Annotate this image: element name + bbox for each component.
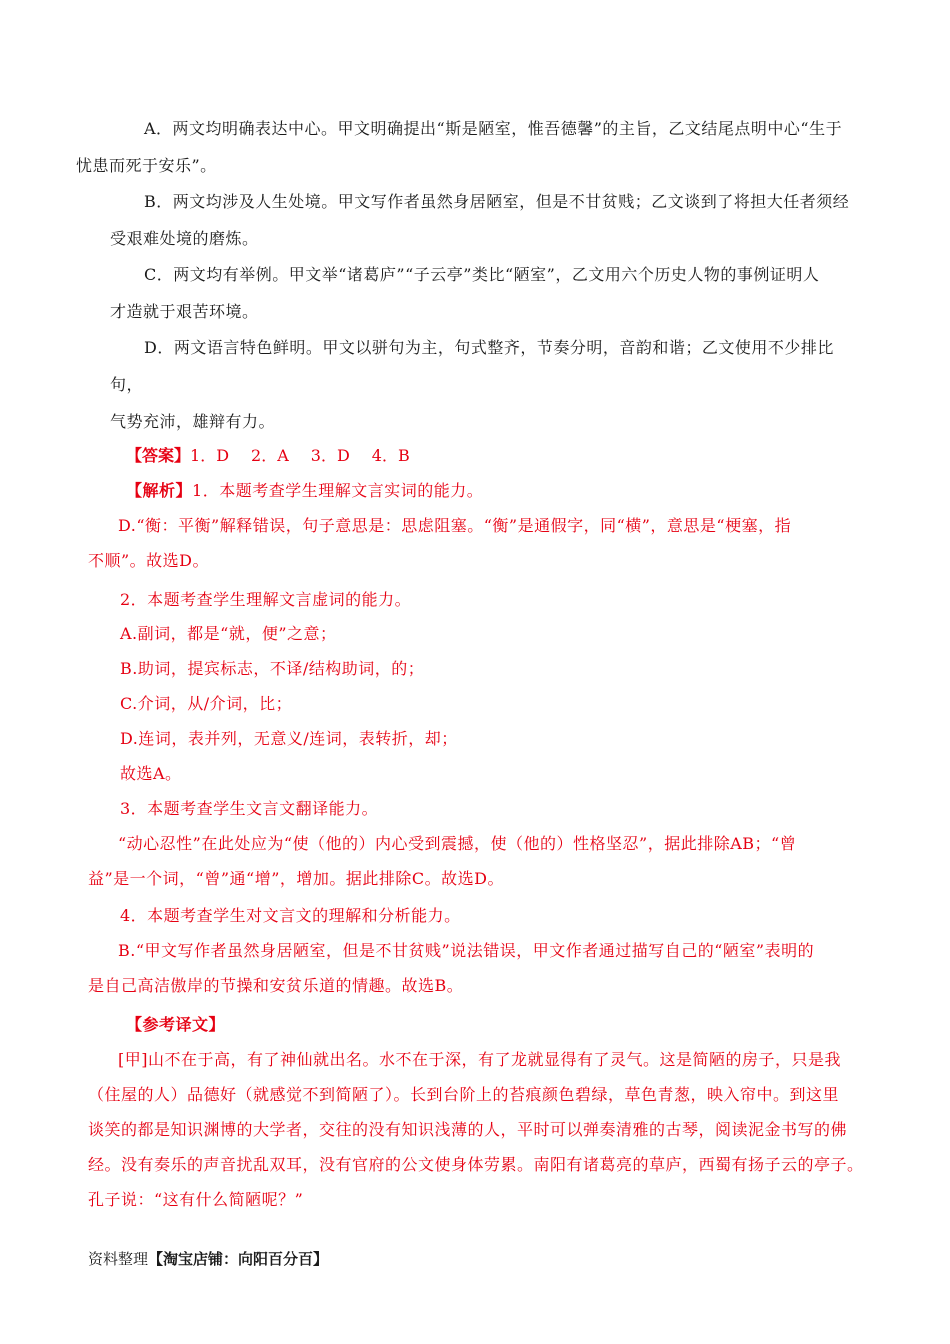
answer-line bbox=[126, 438, 410, 473]
page-footer bbox=[88, 1248, 328, 1269]
analysis-q2-intro: 2．本题考查学生理解文言虚词的能力。 bbox=[120, 590, 412, 609]
option-c bbox=[110, 256, 866, 330]
translation-line4: 经。没有奏乐的声音扰乱双耳，没有官府的公文使身体劳累。南阳有诸葛亮的草庐，西蜀有扬子云的亭子。 bbox=[88, 1155, 864, 1174]
analysis-q3-body-line2: 益”是一个词，“曾”通“增”，增加。据此排除C。故选D。 bbox=[88, 869, 504, 888]
option-a-line1: A．两文均明确表达中心。甲文明确提出“斯是陋室，惟吾德馨”的主旨，乙文结尾点明中心“生于 bbox=[144, 119, 843, 138]
translation-body bbox=[88, 1042, 866, 1217]
analysis-q1-body-line1: D.“衡：平衡”解释错误，句子意思是：思虑阻塞。“衡”是通假字，同“横”，意思是“梗塞，指 bbox=[118, 516, 792, 535]
analysis-q2-d: D.连词，表并列，无意义/连词，表转折，却； bbox=[120, 729, 458, 748]
analysis-q1-body bbox=[88, 508, 866, 578]
analysis-q3-intro: 3．本题考查学生文言文翻译能力。 bbox=[120, 799, 379, 818]
analysis-q4-body bbox=[88, 933, 866, 1003]
option-d bbox=[110, 329, 866, 440]
option-a-line2: 忧患而死于安乐”。 bbox=[76, 156, 217, 175]
translation-line3: 谈笑的都是知识渊博的大学者，交往的没有知识浅薄的人，平时可以弹奏清雅的古琴，阅读泥金书写的佛 bbox=[88, 1120, 848, 1139]
analysis-q3-body bbox=[88, 826, 866, 896]
option-c-line2: 才造就于艰苦环境。 bbox=[110, 302, 259, 321]
translation-line2: （住屋的人）品德好（就感觉不到简陋了）。长到台阶上的苔痕颜色碧绿，草色青葱，映入帘中。到这里 bbox=[88, 1085, 840, 1104]
analysis-q3-body-line1: “动心忍性”在此处应为“使（他的）内心受到震撼，使（他的）性格坚忍”，据此排除AB；“曾 bbox=[118, 834, 797, 853]
analysis-q1-intro: 1．本题考查学生理解文言实词的能力。 bbox=[192, 481, 484, 500]
analysis-q4-body-line2: 是自己高洁傲岸的节操和安贫乐道的情趣。故选B。 bbox=[88, 976, 464, 995]
answer-item-1: 1．D bbox=[190, 446, 230, 465]
analysis-q1-body-line2: 不顺”。故选D。 bbox=[88, 551, 210, 570]
option-d-line1: D．两文语言特色鲜明。甲文以骈句为主，句式整齐，节奏分明，音韵和谐；乙文使用不少排比句， bbox=[110, 338, 834, 394]
option-b-line1: B．两文均涉及人生处境。甲文写作者虽然身居陋室，但是不甘贫贱；乙文谈到了将担大任者须经 bbox=[144, 192, 850, 211]
answer-item-2: 2．A bbox=[251, 446, 289, 465]
analysis-heading bbox=[126, 473, 483, 508]
translation-label: 【参考译文】 bbox=[126, 1015, 226, 1034]
analysis-label: 【解析】 bbox=[126, 481, 193, 500]
analysis-q2-a: A.副词，都是“就，便”之意； bbox=[120, 624, 337, 643]
analysis-q4-body-line1: B.“甲文写作者虽然身居陋室，但是不甘贫贱”说法错误，甲文作者通过描写自己的“陋室”表明的 bbox=[118, 941, 815, 960]
translation-line5: 孔子说：“这有什么简陋呢？” bbox=[88, 1190, 304, 1209]
option-c-line1: C．两文均有举例。甲文举“诸葛庐”“子云亭”类比“陋室”，乙文用六个历史人物的事例证明人 bbox=[144, 265, 820, 284]
translation-line1: [甲]山不在于高，有了神仙就出名。水不在于深，有了龙就显得有了灵气。这是简陋的房子，只是我 bbox=[118, 1050, 841, 1069]
analysis-q2-conclusion: 故选A。 bbox=[120, 764, 182, 783]
footer-prefix: 资料整理 bbox=[88, 1250, 149, 1268]
analysis-q2-b: B.助词，提宾标志，不译/结构助词，的； bbox=[120, 659, 425, 678]
option-b-line2: 受艰难处境的磨炼。 bbox=[110, 229, 259, 248]
option-d-line2: 气势充沛，雄辩有力。 bbox=[110, 412, 276, 431]
answer-item-4: 4．B bbox=[371, 446, 410, 465]
analysis-q2-c: C.介词，从/介词，比； bbox=[120, 694, 293, 713]
answer-item-3: 3．D bbox=[310, 446, 350, 465]
answer-label: 【答案】 bbox=[126, 446, 191, 465]
option-b bbox=[110, 183, 866, 257]
option-a bbox=[76, 110, 866, 184]
footer-shop: 【淘宝店铺：向阳百分百】 bbox=[148, 1250, 329, 1268]
analysis-q4-intro: 4．本题考查学生对文言文的理解和分析能力。 bbox=[120, 906, 461, 925]
